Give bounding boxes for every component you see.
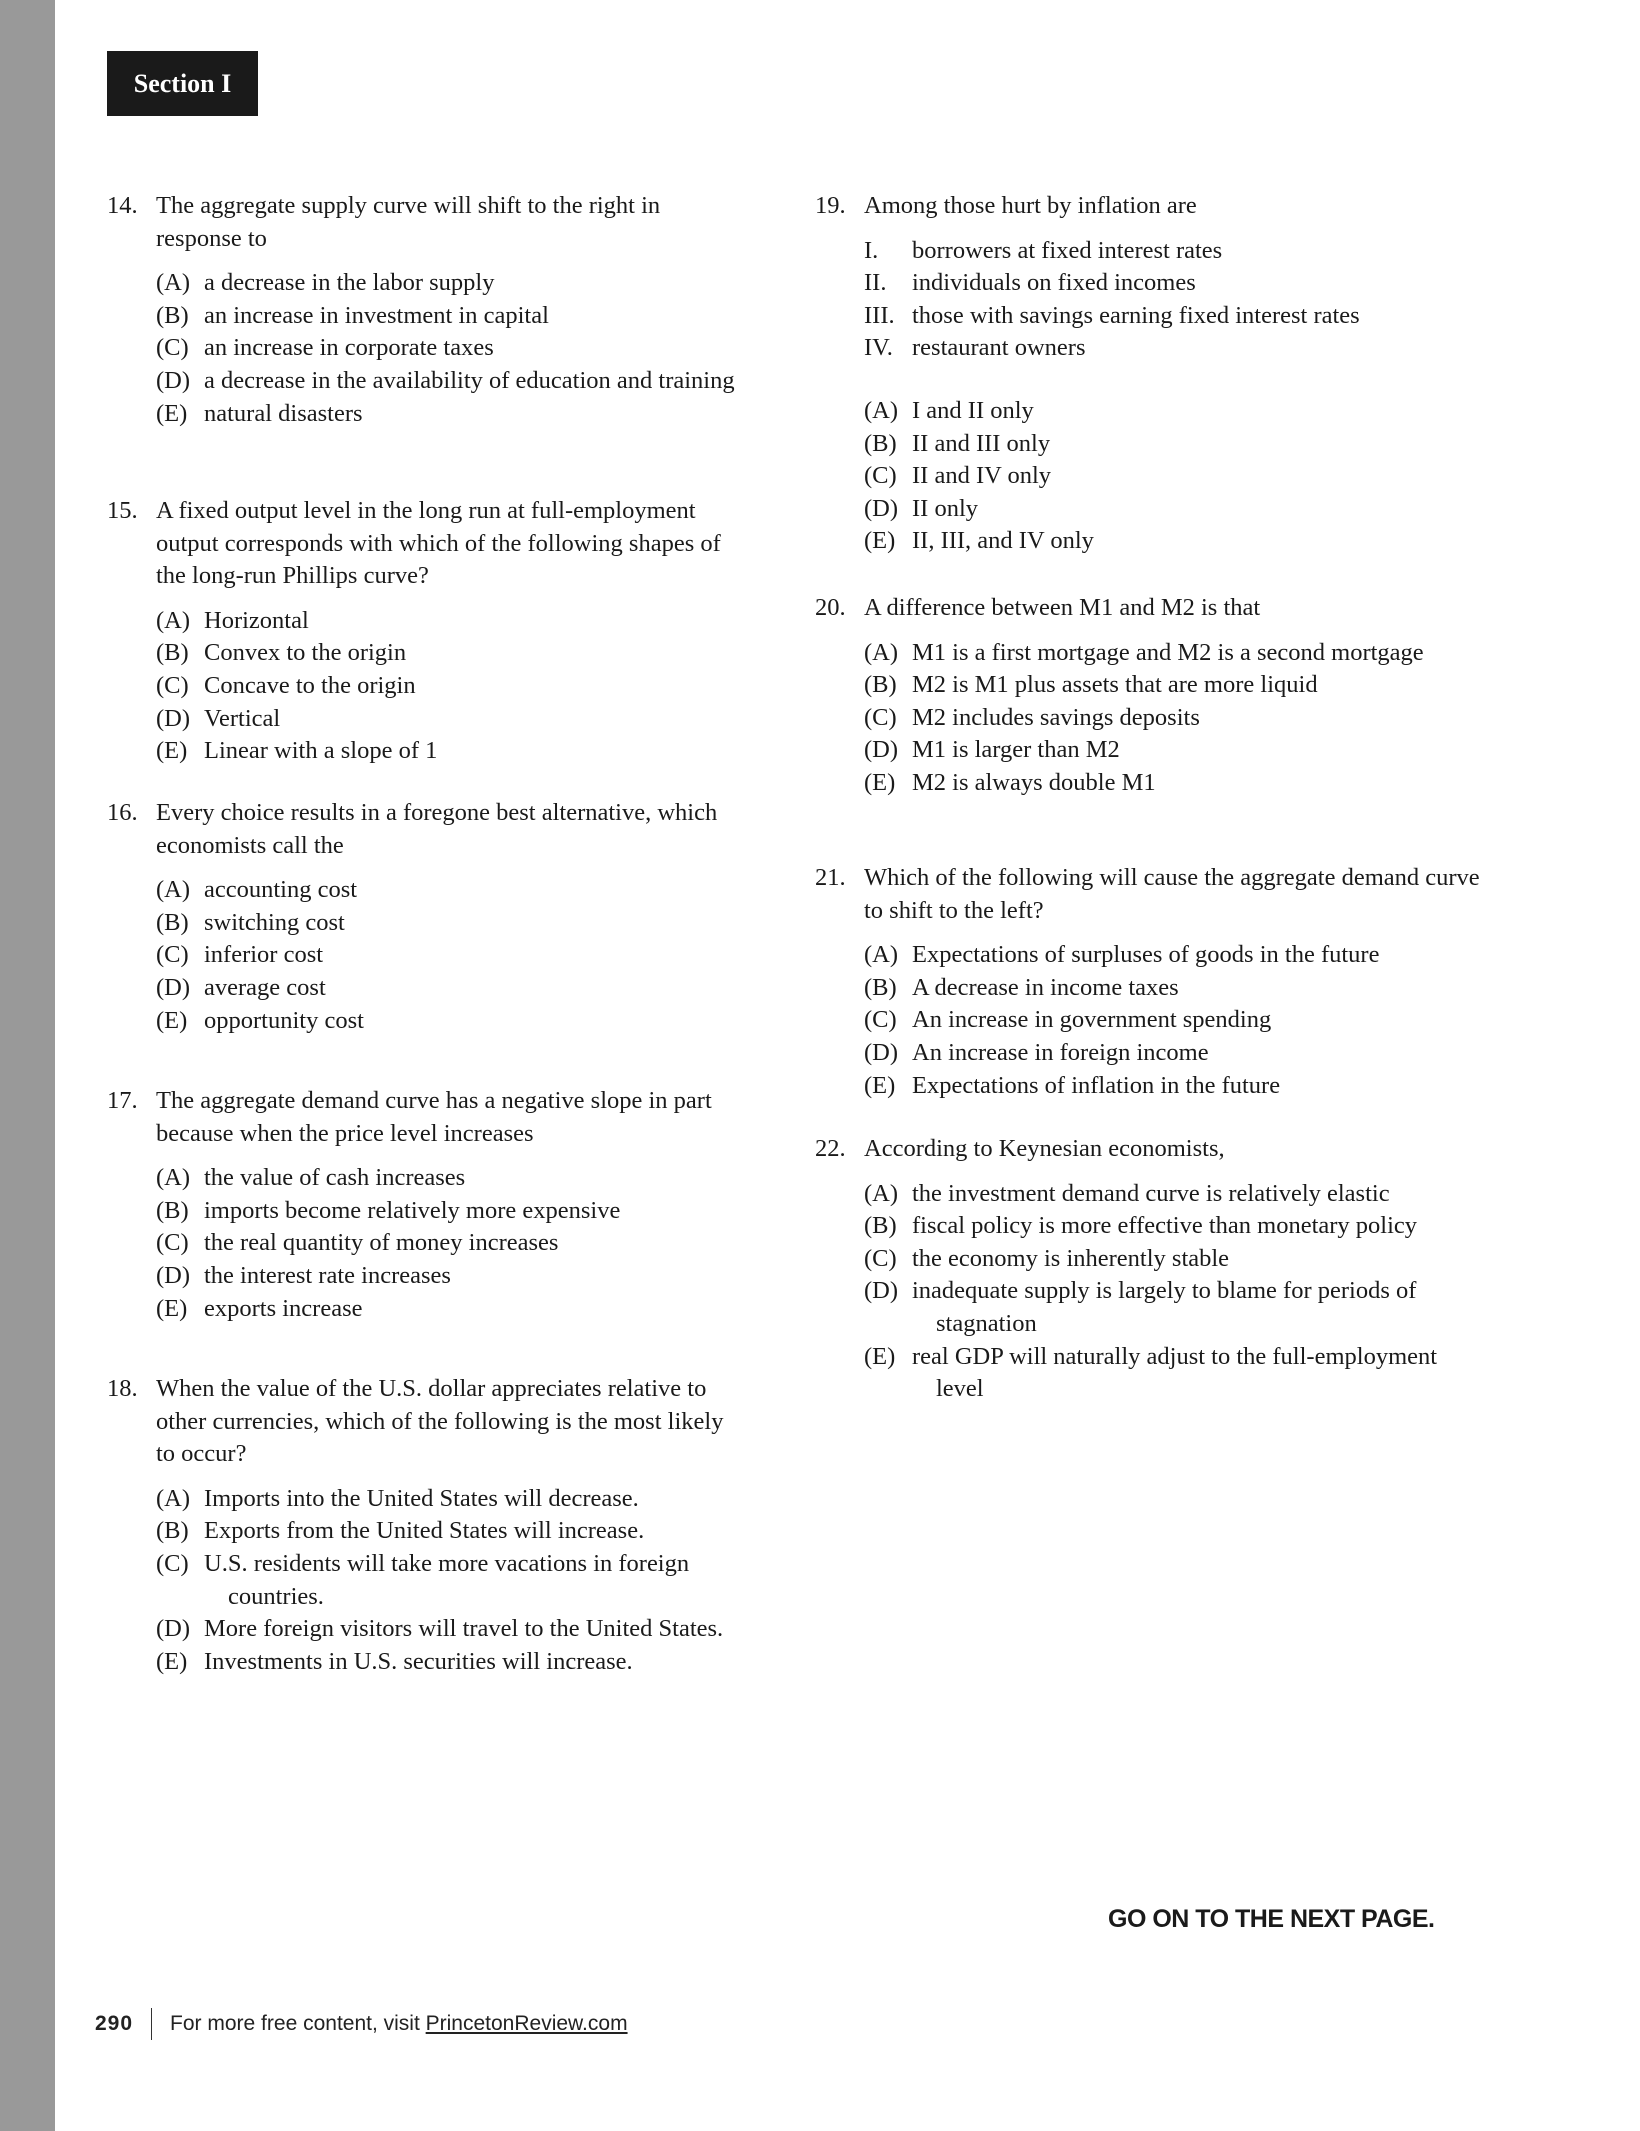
choice-text: I and II only: [912, 396, 1034, 424]
choice-text: the value of cash increases: [204, 1164, 466, 1192]
choice-letter: (E): [864, 1071, 896, 1099]
choice-letter: (C): [156, 334, 189, 362]
choice-letter: (A): [156, 606, 191, 634]
choice-letter: (B): [156, 1196, 189, 1224]
choice-letter: (E): [156, 1647, 188, 1675]
question-16: [107, 797, 747, 1037]
choice-text: Expectations of inflation in the future: [912, 1071, 1281, 1099]
choice-letter: (A): [156, 269, 191, 297]
question-21: [815, 862, 1485, 1102]
answer-choice-d[interactable]: [864, 493, 1485, 526]
answer-choice-d[interactable]: [864, 1037, 1485, 1070]
choice-text: U.S. residents will take more vacations in foreign countries.: [204, 1549, 690, 1610]
answer-choice-c[interactable]: [156, 332, 747, 365]
choice-text: accounting cost: [204, 876, 358, 904]
choice-letter: (C): [156, 671, 189, 699]
choice-text: M1 is a first mortgage and M2 is a second mortgage: [912, 638, 1424, 666]
choice-letter: (C): [864, 1006, 897, 1034]
choice-letter: (A): [864, 941, 899, 969]
section-label: Section I: [107, 51, 258, 116]
question-stem: [815, 862, 1485, 927]
question-stem: [107, 190, 747, 255]
spacer: [815, 365, 1485, 395]
answer-choice-c[interactable]: [156, 939, 747, 972]
answer-choice-b[interactable]: [156, 1195, 747, 1228]
question-stem: [815, 1133, 1485, 1166]
page-number: 290: [95, 2012, 134, 2035]
answer-choices: [156, 874, 747, 1037]
question-text: When the value of the U.S. dollar appreciates relative to other currencies, which of the following is the most likely to occur?: [156, 1375, 724, 1468]
choice-text: M2 is M1 plus assets that are more liquid: [912, 671, 1318, 699]
choice-letter: (C): [864, 462, 897, 490]
answer-choices: [156, 1162, 747, 1325]
footer-divider: [151, 2008, 152, 2040]
choice-letter: (D): [864, 1038, 899, 1066]
question-14: [107, 190, 747, 430]
next-page-notice: GO ON TO THE NEXT PAGE.: [1108, 1905, 1435, 1933]
choice-letter: (C): [864, 1244, 897, 1272]
choice-letter: (D): [864, 736, 899, 764]
answer-choice-e[interactable]: [156, 1646, 747, 1679]
choice-text: Exports from the United States will increase.: [204, 1517, 645, 1545]
choice-text: Convex to the origin: [204, 639, 407, 667]
choice-letter: (D): [156, 973, 191, 1001]
choice-letter: (C): [156, 1549, 189, 1577]
question-number: 16.: [107, 799, 138, 826]
choice-letter: (B): [864, 973, 897, 1001]
answer-choice-e[interactable]: [864, 525, 1485, 558]
answer-choices: [864, 1178, 1485, 1406]
question-text: A difference between M1 and M2 is that: [864, 594, 1261, 621]
choice-text: Imports into the United States will decrease.: [204, 1484, 639, 1512]
answer-choice-d[interactable]: [864, 1275, 1485, 1340]
choice-letter: (B): [156, 1517, 189, 1545]
choice-text: Vertical: [204, 704, 281, 732]
question-number: 19.: [815, 192, 846, 219]
answer-choice-c[interactable]: [156, 670, 747, 703]
choice-text: an increase in investment in capital: [204, 301, 549, 329]
choice-letter: (D): [864, 1277, 899, 1305]
roman-numeral: III.: [864, 301, 895, 329]
question-stem: [107, 495, 747, 593]
roman-item: [864, 300, 1485, 333]
choice-letter: (B): [864, 671, 897, 699]
question-text: Among those hurt by inflation are: [864, 192, 1197, 219]
answer-choice-b[interactable]: [156, 637, 747, 670]
question-18: [107, 1373, 747, 1678]
choice-text: natural disasters: [204, 399, 363, 427]
choice-text: An increase in government spending: [912, 1006, 1272, 1034]
choice-letter: (A): [156, 876, 191, 904]
choice-text: Horizontal: [204, 606, 309, 634]
choice-letter: (A): [864, 1179, 899, 1207]
choice-text: M2 includes savings deposits: [912, 703, 1200, 731]
answer-choice-d[interactable]: [156, 365, 747, 398]
answer-choices: [156, 267, 747, 430]
roman-item: [864, 235, 1485, 268]
choice-text: Concave to the origin: [204, 671, 416, 699]
question-15: [107, 495, 747, 768]
roman-item: [864, 332, 1485, 365]
question-text: According to Keynesian economists,: [864, 1135, 1225, 1162]
choice-letter: (E): [864, 768, 896, 796]
question-stem: [815, 592, 1485, 625]
choice-letter: (B): [864, 429, 897, 457]
choice-text: II and IV only: [912, 462, 1052, 490]
question-stem: [107, 1373, 747, 1471]
question-number: 18.: [107, 1375, 138, 1402]
choice-text: fiscal policy is more effective than monetary policy: [912, 1212, 1418, 1240]
question-number: 21.: [815, 864, 846, 891]
choice-letter: (B): [156, 301, 189, 329]
answer-choices: [864, 939, 1485, 1102]
choice-text: exports increase: [204, 1294, 363, 1322]
choice-letter: (D): [864, 494, 899, 522]
choice-text: II only: [912, 494, 978, 522]
answer-choice-e[interactable]: [864, 1341, 1485, 1406]
answer-choice-d[interactable]: [156, 703, 747, 736]
choice-text: An increase in foreign income: [912, 1038, 1209, 1066]
answer-choice-a[interactable]: [156, 1483, 747, 1516]
answer-choice-a[interactable]: [156, 874, 747, 907]
choice-text: real GDP will naturally adjust to the full-employment level: [912, 1342, 1438, 1403]
answer-choice-b[interactable]: [864, 972, 1485, 1005]
answer-choices: [156, 1483, 747, 1679]
answer-choice-c[interactable]: [864, 702, 1485, 735]
roman-list: [864, 235, 1485, 365]
choice-letter: (A): [156, 1164, 191, 1192]
answer-choices: [864, 395, 1485, 558]
question-19: [815, 190, 1485, 558]
answer-choice-e[interactable]: [864, 1070, 1485, 1103]
choice-text: a decrease in the labor supply: [204, 269, 495, 297]
choice-letter: (C): [156, 1229, 189, 1257]
choice-text: inadequate supply is largely to blame for periods of stagnation: [912, 1277, 1417, 1337]
answer-choice-a[interactable]: [864, 939, 1485, 972]
choice-letter: (E): [156, 399, 188, 427]
roman-text: borrowers at fixed interest rates: [912, 236, 1223, 264]
choice-text: M2 is always double M1: [912, 768, 1156, 796]
choice-letter: (B): [864, 1212, 897, 1240]
choice-text: M1 is larger than M2: [912, 736, 1120, 764]
choice-text: a decrease in the availability of education and training: [204, 366, 735, 394]
choice-text: the investment demand curve is relatively elastic: [912, 1179, 1390, 1207]
answer-choice-b[interactable]: [864, 428, 1485, 461]
question-number: 20.: [815, 594, 846, 621]
answer-choice-e[interactable]: [156, 1293, 747, 1326]
answer-choice-b[interactable]: [156, 907, 747, 940]
answer-choice-e[interactable]: [864, 767, 1485, 800]
answer-choice-b[interactable]: [864, 1210, 1485, 1243]
choice-text: II, III, and IV only: [912, 527, 1094, 555]
answer-choice-b[interactable]: [156, 1515, 747, 1548]
answer-choice-a[interactable]: [156, 1162, 747, 1195]
answer-choice-d[interactable]: [156, 1613, 747, 1646]
answer-choice-d[interactable]: [156, 972, 747, 1005]
question-number: 22.: [815, 1135, 846, 1162]
choice-text: A decrease in income taxes: [912, 973, 1179, 1001]
choice-text: the interest rate increases: [204, 1261, 451, 1289]
choice-letter: (B): [156, 639, 189, 667]
princeton-review-link[interactable]: PrincetonReview.com: [425, 2012, 628, 2035]
choice-text: imports become relatively more expensive: [204, 1196, 621, 1224]
choice-letter: (E): [156, 1294, 188, 1322]
page-edge-bar: [0, 0, 55, 2131]
answer-choice-e[interactable]: [156, 1005, 747, 1038]
question-stem: [107, 797, 747, 862]
answer-choice-b[interactable]: [864, 669, 1485, 702]
answer-choice-e[interactable]: [156, 735, 747, 768]
choice-text: II and III only: [912, 429, 1051, 457]
roman-text: those with savings earning fixed interest rates: [912, 301, 1360, 329]
answer-choice-a[interactable]: [864, 1178, 1485, 1211]
question-stem: [815, 190, 1485, 223]
answer-choice-d[interactable]: [864, 734, 1485, 767]
choice-letter: (E): [156, 737, 188, 765]
question-stem: [107, 1085, 747, 1150]
choice-text: the economy is inherently stable: [912, 1244, 1230, 1272]
question-number: 15.: [107, 497, 138, 524]
choice-letter: (A): [156, 1484, 191, 1512]
choice-letter: (D): [156, 1615, 191, 1643]
answer-choice-c[interactable]: [864, 460, 1485, 493]
roman-numeral: IV.: [864, 334, 893, 362]
choice-letter: (E): [156, 1006, 188, 1034]
question-text: Which of the following will cause the aggregate demand curve to shift to the left?: [864, 864, 1480, 924]
answer-choice-a[interactable]: [864, 395, 1485, 428]
choice-text: Linear with a slope of 1: [204, 737, 438, 765]
answer-choice-c[interactable]: [864, 1004, 1485, 1037]
choice-text: inferior cost: [204, 941, 324, 969]
answer-choice-c[interactable]: [156, 1227, 747, 1260]
answer-choice-c[interactable]: [156, 1548, 747, 1613]
choice-text: opportunity cost: [204, 1006, 364, 1034]
answer-choices: [156, 605, 747, 768]
roman-numeral: II.: [864, 269, 887, 297]
question-text: The aggregate supply curve will shift to the right in response to: [156, 192, 661, 252]
answer-choice-c[interactable]: [864, 1243, 1485, 1276]
answer-choice-e[interactable]: [156, 398, 747, 431]
choice-text: Expectations of surpluses of goods in the future: [912, 941, 1380, 969]
question-22: [815, 1133, 1485, 1406]
footer-visit-text: For more free content, visit: [170, 2012, 426, 2035]
question-text: A fixed output level in the long run at full-employment output corresponds with which of the following shapes of the long-run Phillips curve?: [156, 497, 721, 590]
answer-choices: [864, 637, 1485, 800]
choice-letter: (B): [156, 908, 189, 936]
choice-text: More foreign visitors will travel to the United States.: [204, 1615, 724, 1643]
question-number: 17.: [107, 1087, 138, 1114]
question-20: [815, 592, 1485, 800]
choice-letter: (D): [156, 704, 191, 732]
answer-choice-a[interactable]: [864, 637, 1485, 670]
answer-choice-b[interactable]: [156, 300, 747, 333]
answer-choice-a[interactable]: [156, 267, 747, 300]
question-text: The aggregate demand curve has a negative slope in part because when the price level increases: [156, 1087, 712, 1147]
roman-text: restaurant owners: [912, 334, 1086, 362]
choice-letter: (D): [156, 366, 191, 394]
choice-text: the real quantity of money increases: [204, 1229, 559, 1257]
choice-letter: (E): [864, 1342, 896, 1370]
choice-text: average cost: [204, 973, 326, 1001]
roman-item: [864, 267, 1485, 300]
choice-letter: (E): [864, 527, 896, 555]
roman-text: individuals on fixed incomes: [912, 269, 1196, 297]
choice-text: switching cost: [204, 908, 345, 936]
choice-letter: (C): [864, 703, 897, 731]
choice-letter: (D): [156, 1261, 191, 1289]
choice-letter: (A): [864, 638, 899, 666]
page-footer: [95, 2008, 628, 2040]
question-17: [107, 1085, 747, 1325]
choice-letter: (C): [156, 941, 189, 969]
question-text: Every choice results in a foregone best alternative, which economists call the: [156, 799, 718, 859]
choice-text: Investments in U.S. securities will increase.: [204, 1647, 633, 1675]
answer-choice-a[interactable]: [156, 605, 747, 638]
answer-choice-d[interactable]: [156, 1260, 747, 1293]
roman-numeral: I.: [864, 236, 879, 264]
choice-letter: (A): [864, 396, 899, 424]
question-number: 14.: [107, 192, 138, 219]
choice-text: an increase in corporate taxes: [204, 334, 494, 362]
